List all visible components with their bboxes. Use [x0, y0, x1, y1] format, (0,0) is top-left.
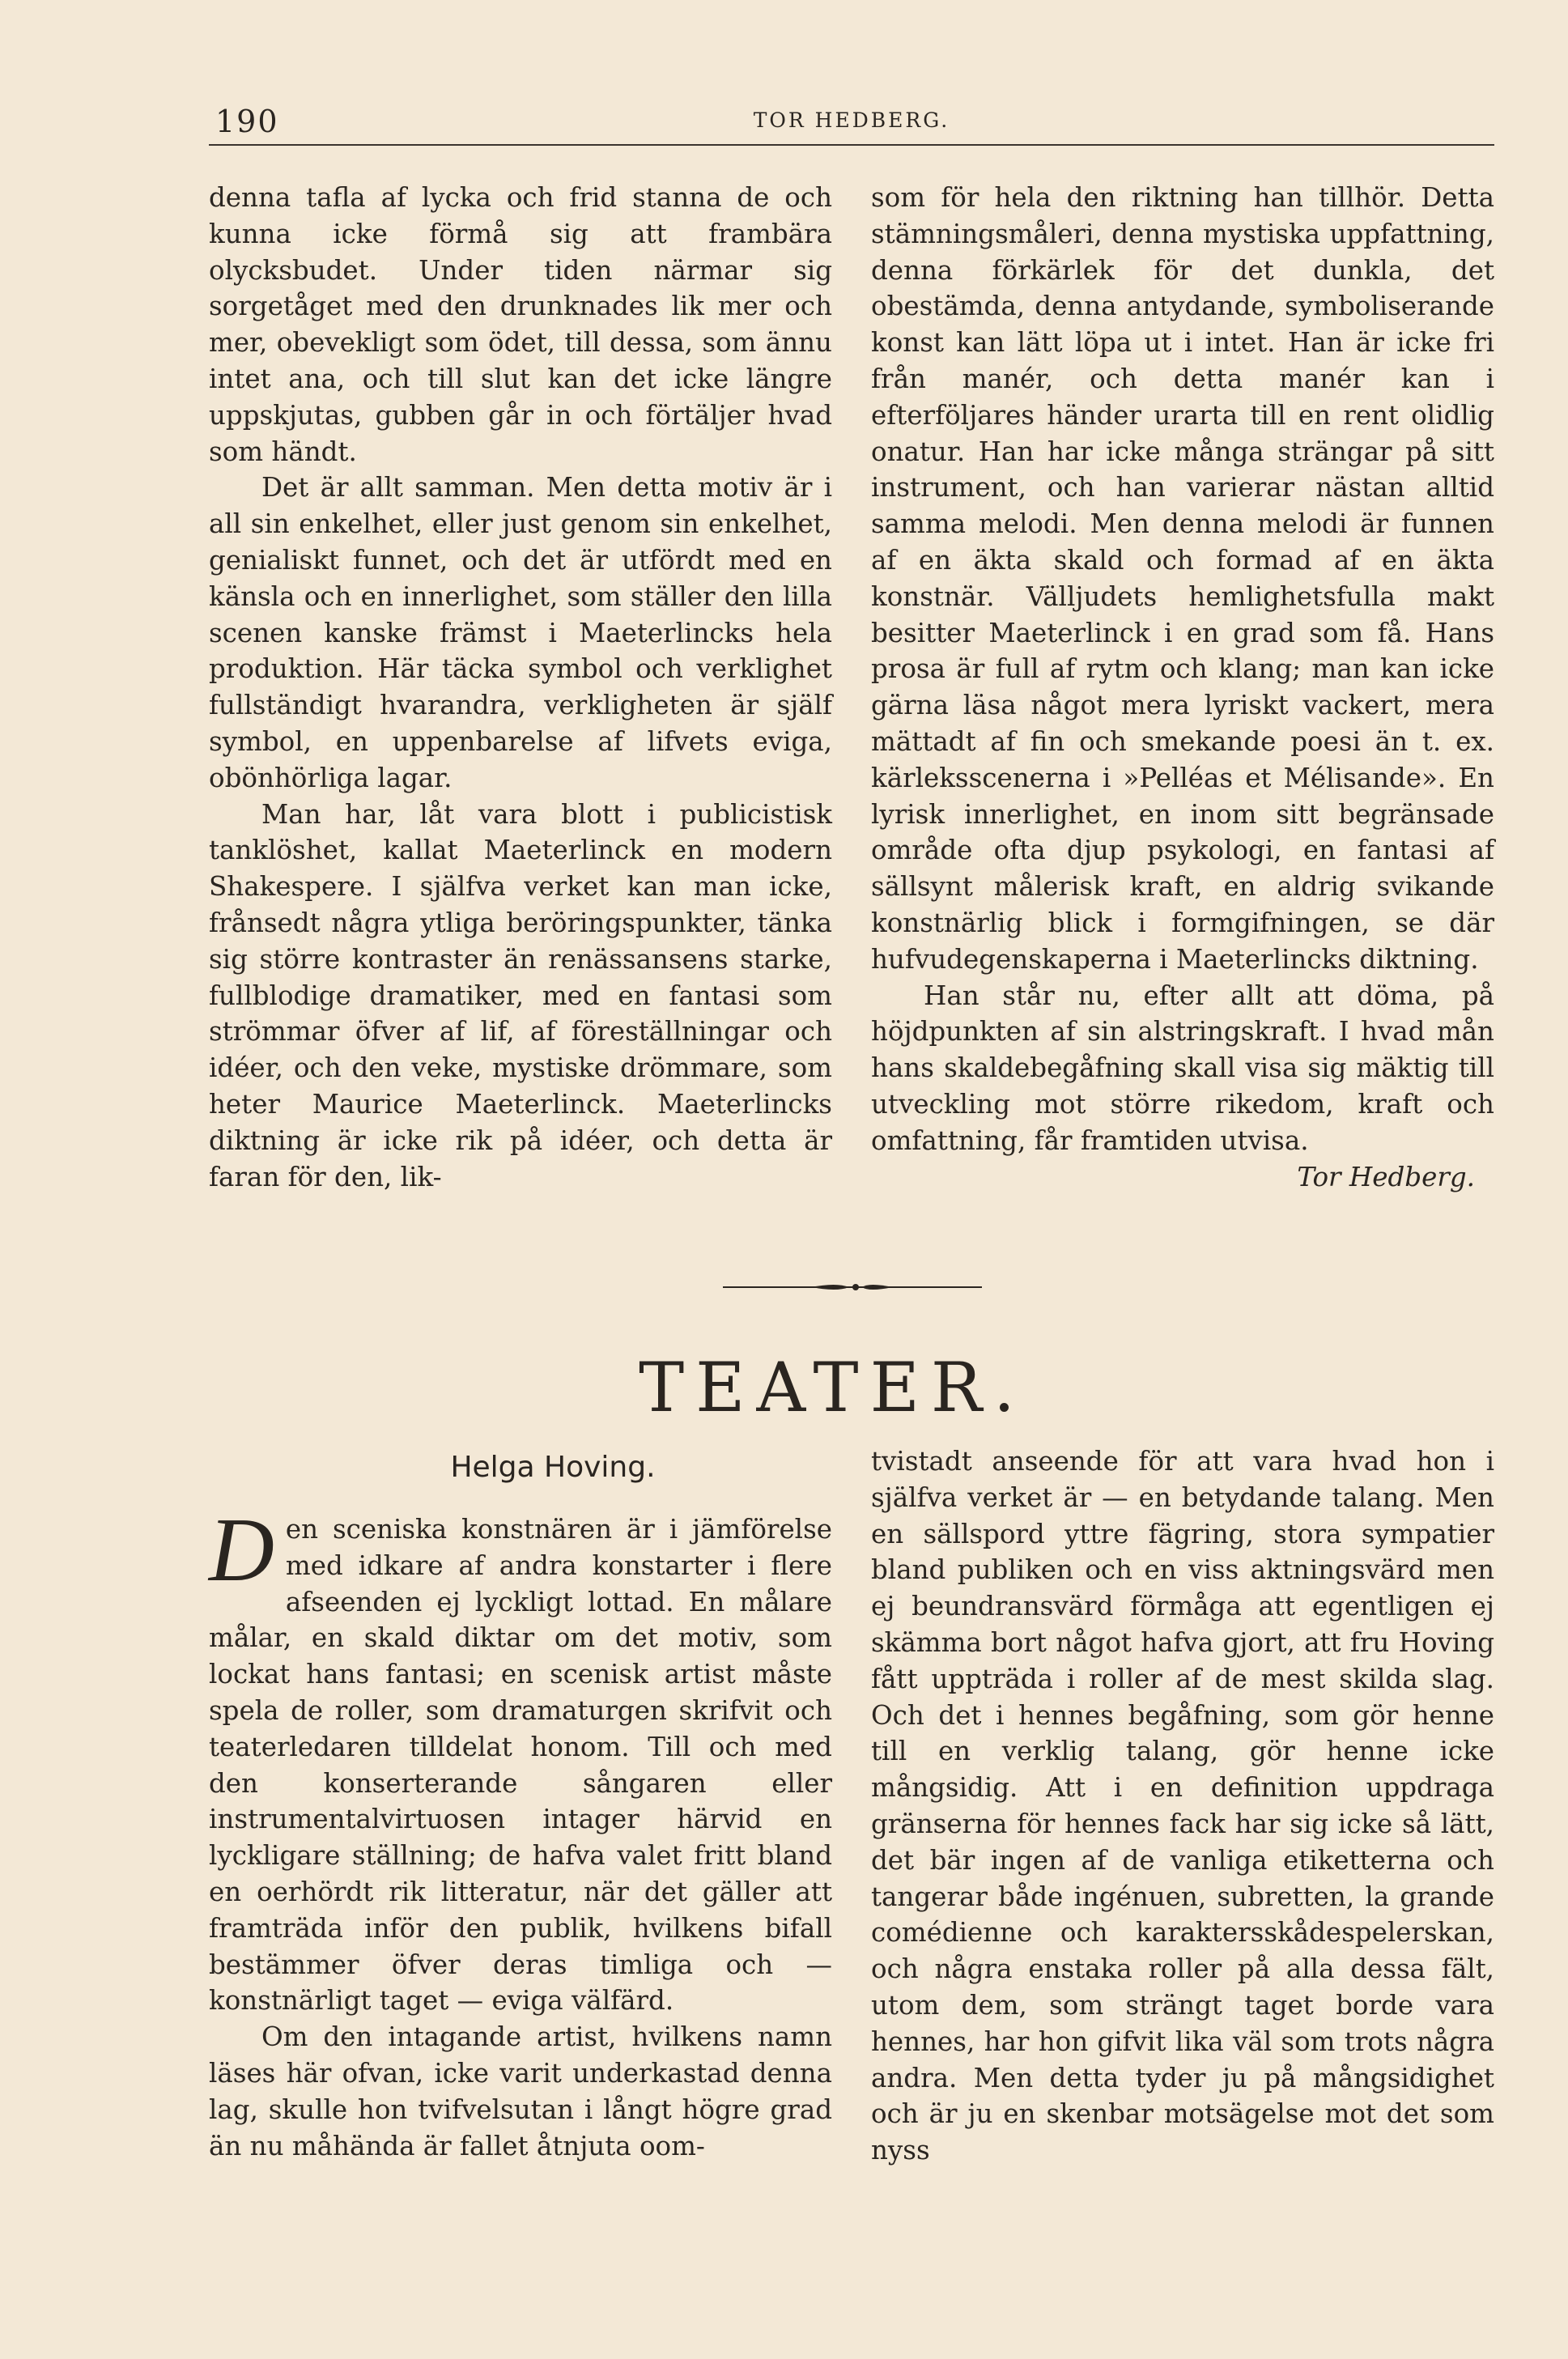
paragraph: Man har, låt vara blott i publicistisk tanklöshet, kallat Maeterlinck en modern Shakespere. I själfva verket kan man icke, frånsedt några ytliga beröringspunkter, tänka sig större kontraster än renässansens starke, fullblodige dramatiker, med en fantasi som strömmar öfver af lif, af föreställningar och idéer, och den veke, mystiske drömmare, som heter Maurice Maeterlinck. Maeterlincks diktning är icke rik på idéer, och detta är faran för den, lik- [209, 798, 832, 1192]
paragraph-text: en sceniska konstnären är i jämförelse med idkare af andra konstarter i flere afseenden ej lyckligt lottad. En målare målar, en skald diktar om det motiv, som lockat hans fantasi; en scenisk artist måste spela de roller, som dramaturgen skrifvit och teaterledaren tilldelat honom. Till och med den konserterande sångaren eller instrumentalvirtuosen intager härvid en lyckligare ställning; de hafva valet fritt bland en oerhördt rik litteratur, när det gäller att framträda inför den publik, hvilkens bifall bestämmer öfver deras timliga och — konstnärligt taget — eviga välfärd. [209, 1514, 832, 2017]
paragraph: som för hela den riktning han tillhör. Detta stämningsmåleri, denna mystiska uppfattning, denna förkärlek för det dunkla, det obestämda, denna antydande, symboliserande konst kan lätt löpa ut i intet. Han är icke fri från manér, och detta manér kan i efterföljares händer urarta till en rent olidlig onatur. Han har icke många strängar på sitt instrument, och han varierar nästan alltid samma melodi. Men denna melodi är funnen af en äkta skald och formad af en äkta konstnär. Välljudets hemlighetsfulla makt besitter Maeterlinck i en grad som få. Hans prosa är full af rytm och klang; man kan icke gärna läsa något mera lyriskt vackert, mera mättadt af fin och smekande poesi än t. ex. kärleksscenerna i »Pelléas et Mélisande». En lyrisk innerlighet, en inom sitt begränsade område ofta djup psykologi, en fantasi af sällsynt målerisk kraft, en aldrig svikande konstnärlig blick i formgifningen, se där hufvudegenskaperna i Maeterlincks diktning. [871, 182, 1494, 975]
author-signature: Tor Hedberg. [1297, 1161, 1475, 1192]
theater-column-1 [209, 1443, 832, 2164]
paragraph: Han står nu, efter allt att döma, på höjdpunkten af sin alstringskraft. I hvad mån hans skaldebegåfning skall visa sig mäktig till utveckling mot större rikedom, kraft och omfattning, får framtiden utvisa. [871, 980, 1494, 1156]
page-number: 190 [215, 104, 279, 139]
article-column-2 [871, 180, 1494, 1195]
article-column-1 [209, 180, 832, 1195]
paragraph: Om den intagande artist, hvilkens namn läses här ofvan, icke varit underkastad denna lag, skulle hon tvifvelsutan i långt högre grad än nu måhända är fallet åtnjuta oom- [209, 2021, 832, 2161]
page-header [209, 96, 1494, 146]
paragraph: tvistadt anseende för att vara hvad hon i själfva verket är — en betydande talang. Men en sällspord yttre fägring, stora sympatier bland publiken och en viss aktningsvärd men ej beundransvärd förmåga att egentligen ej skämma bort något hafva gjort, att fru Hoving fått uppträda i roller af de mest skilda slag. Och det i hennes begåfning, som gör henne till en verklig talang, gör henne icke mångsidig. Att i en definition uppdraga gränserna för hennes fack har sig icke så lätt, det bär ingen af de vanliga etiketterna och tangerar både ingénuen, subretten, la grande comédienne och karaktersskådespelerskan, och några enstaka roller på alla dessa fält, utom dem, som strängt taget borde vara hennes, har hon gifvit lika väl som trots några andra. Men detta tyder ju på mångsidighet och är ju en skenbar motsägelse mot det som nyss [871, 1446, 1494, 2166]
paragraph [209, 1500, 832, 2019]
paragraph: denna tafla af lycka och frid stanna de och kunna icke förmå sig att frambära olycksbudet. Under tiden närmar sig sorgetåget med den drunknades lik mer och mer, obevekligt som ödet, till dessa, som ännu intet ana, och till slut kan det icke längre uppskjutas, gubben går in och förtäljer hvad som händt. [209, 182, 832, 467]
theater-column-2 [871, 1443, 1494, 2169]
paragraph: Det är allt samman. Men detta motiv är i all sin enkelhet, eller just genom sin enkelhet, genialiskt funnet, och det är utfördt med en känsla och en innerlighet, som ställer den lilla scenen kanske främst i Maeterlincks hela produktion. Här täcka symbol och verklighet fullständigt hvarandra, verkligheten är själf symbol, en uppenbarelse af lifvets eviga, obönhörliga lagar. [209, 472, 832, 793]
article-heading: Helga Hoving. [450, 1451, 656, 1484]
section-title: TEATER. [639, 1348, 1026, 1427]
section-divider-ornament [723, 1277, 982, 1297]
running-title: TOR HEDBERG. [753, 108, 950, 132]
drop-cap: D [209, 1500, 274, 1600]
